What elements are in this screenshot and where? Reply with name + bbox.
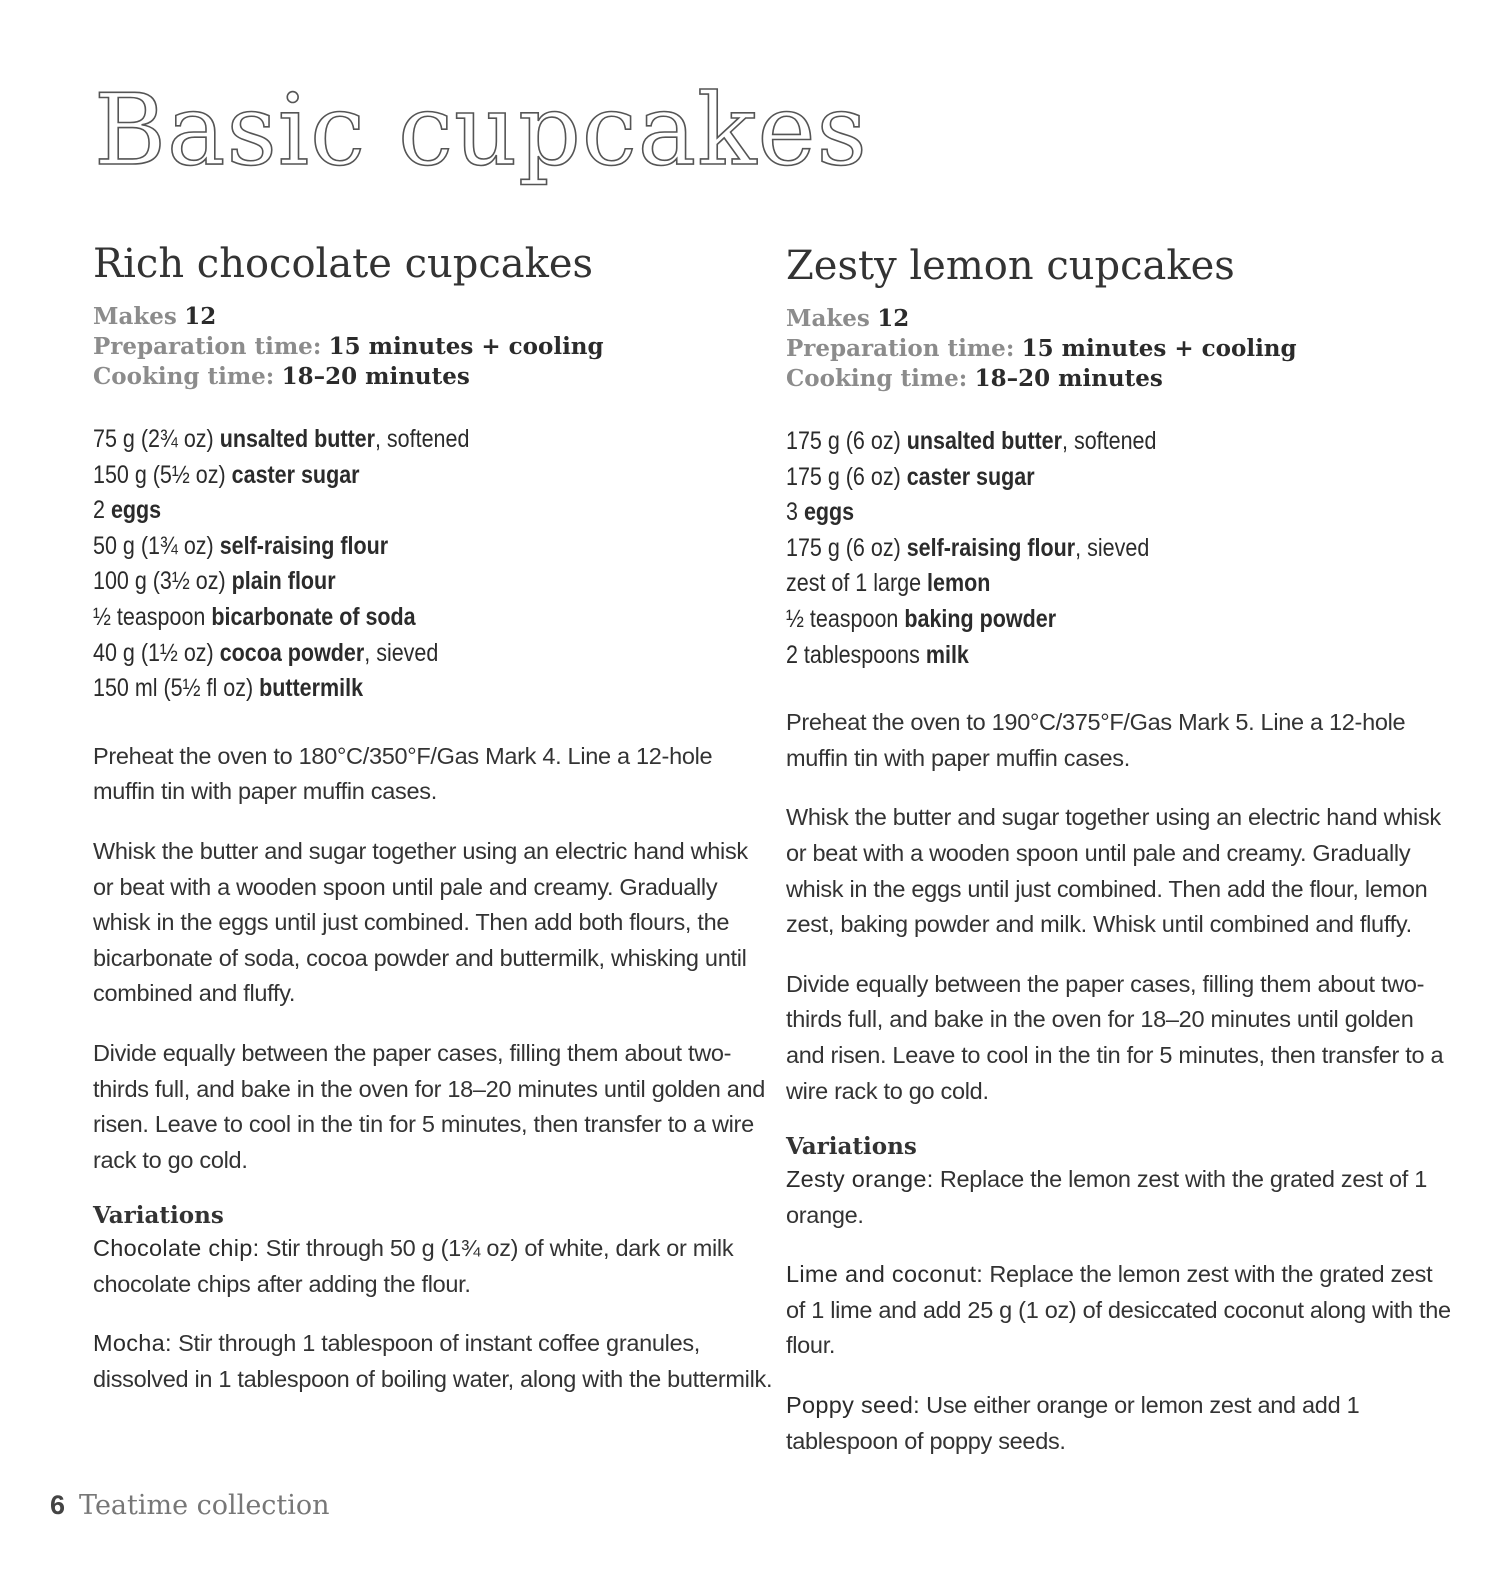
variation-text: Replace the lemon zest with the grated zest of 1 orange. [786,1166,1428,1228]
ingredient-qty: 100 g (3½ oz) [93,567,226,596]
ingredient-item: buttermilk [259,674,364,703]
ingredient [93,458,678,494]
variation-name: Zesty orange: [786,1166,934,1193]
ingredient-qty: 2 tablespoons [786,640,920,669]
page-footer [50,1492,330,1519]
cook-line [93,362,773,392]
variation [93,1326,773,1397]
ingredient-list [93,422,773,707]
recipe-meta [93,302,773,392]
cook-label: Cooking time: [93,363,275,390]
ingredient-item: plain flour [231,567,336,596]
ingredient [93,422,678,458]
ingredient-item: cocoa powder [219,638,365,667]
cook-label: Cooking time: [786,365,968,392]
method-step: Preheat the oven to 190°C/375°F/Gas Mark 5. Line a 12-hole muffin tin with paper muffin cases. [786,709,1406,771]
variation-text: Replace the lemon zest with the grated zest of 1 lime and add 25 g (1 oz) of desiccated coconut along with the flour. [786,1261,1451,1359]
variation-name: Lime and coconut: [786,1261,984,1288]
ingredient-item: bicarbonate of soda [211,602,416,631]
variation [93,1231,773,1302]
makes-label: Makes [93,303,177,330]
ingredient-qty: 2 [93,496,105,525]
variation-name: Chocolate chip: [93,1235,260,1262]
method-step: Divide equally between the paper cases, filling them about two-thirds full, and bake in the oven for 18–20 minutes until golden and risen. Leave to cool in the tin for 5 minutes, then transfer to a wire rack to go cold. [93,1039,766,1173]
method-step: Preheat the oven to 180°C/350°F/Gas Mark 4. Line a 12-hole muffin tin with paper muffin cases. [93,742,713,805]
method-step: Whisk the butter and sugar together using an electric hand whisk or beat with a wooden spoon until pale and creamy. Gradually whisk in the eggs until just combined. Then add the flour, lemon zest, baking powder and milk. Whisk until combined and fluffy. [786,804,1441,938]
ingredient [93,493,678,529]
ingredient [786,424,1362,460]
prep-line [93,332,773,362]
prep-label: Preparation time: [786,335,1015,362]
variations-heading: Variations [786,1133,917,1161]
ingredient [93,564,678,600]
method-step: Divide equally between the paper cases, filling them about two-thirds full, and bake in the oven for 18–20 minutes until golden and risen. Leave to cool in the tin for 5 minutes, then transfer to a wire rack to go cold. [786,970,1444,1104]
variation-name: Mocha: [93,1330,172,1357]
variation-text: Stir through 50 g (1¾ oz) of white, dark or milk chocolate chips after adding the flour. [93,1235,734,1297]
variation-text: Use either orange or lemon zest and add 1 tablespoon of poppy seeds. [786,1392,1360,1454]
ingredient-item: milk [925,640,969,669]
prep-label: Preparation time: [93,333,322,360]
ingredient-qty: 75 g (2¾ oz) [93,425,214,453]
ingredient-note: , sieved [364,638,439,667]
ingredient-qty: 3 [786,498,798,527]
ingredient-note: , softened [1062,427,1157,455]
makes-line [786,304,1456,334]
variation [786,1257,1456,1364]
ingredient [786,460,1362,496]
ingredient-qty: 175 g (6 oz) [786,427,901,455]
variations-heading: Variations [93,1202,224,1230]
ingredient-note: , sieved [1075,533,1150,562]
ingredient-qty: ½ teaspoon [93,602,206,631]
ingredient [786,566,1362,602]
ingredient [93,671,678,707]
recipe-title: Zesty lemon cupcakes [786,243,1235,289]
ingredient-qty: zest of 1 large [786,569,922,598]
variation-name: Poppy seed: [786,1392,920,1419]
ingredient-qty: 175 g (6 oz) [786,533,901,562]
ingredient [93,600,678,636]
ingredient-item: self-raising flour [906,533,1076,562]
ingredient-note: , softened [374,425,470,453]
cook-value: 18–20 minutes [974,365,1163,392]
page-title: Basic cupcakes [94,74,868,188]
method-step: Whisk the butter and sugar together using an electric hand whisk or beat with a wooden spoon until pale and creamy. Gradually whisk in the eggs until just combined. Then add both flours, the bicarbonate of soda, cocoa powder and buttermilk, whisking until combined and fluffy. [93,837,748,1007]
ingredient-item: self-raising flour [219,531,389,560]
ingredient-item: unsalted butter [906,427,1063,455]
ingredient-qty: 150 ml (5½ fl oz) [93,674,254,703]
prep-value: 15 minutes + cooling [328,333,604,360]
makes-value: 12 [184,303,217,330]
ingredient [786,638,1362,674]
ingredient [786,531,1362,567]
recipe-lemon [786,242,1456,1483]
makes-line [93,302,773,332]
prep-line [786,334,1456,364]
ingredient [93,529,678,565]
prep-value: 15 minutes + cooling [1021,335,1297,362]
ingredient-item: caster sugar [231,460,360,489]
variation [786,1388,1456,1459]
ingredient-item: lemon [927,569,991,598]
ingredient-item: caster sugar [906,462,1035,491]
ingredient-item: eggs [803,498,855,527]
ingredient-item: unsalted butter [219,425,375,453]
ingredient-qty: 40 g (1½ oz) [93,638,214,667]
ingredient [786,495,1362,531]
ingredient-qty: 50 g (1¾ oz) [93,531,214,560]
ingredient-list [786,424,1456,673]
recipe-title: Rich chocolate cupcakes [93,241,594,287]
ingredient-item: eggs [110,496,162,525]
cook-line [786,364,1456,394]
ingredient-qty: ½ teaspoon [786,604,899,633]
cook-value: 18–20 minutes [281,363,470,390]
makes-label: Makes [786,305,870,332]
ingredient [786,602,1362,638]
variation [786,1162,1456,1233]
collection-name: Teatime collection [79,1490,330,1521]
makes-value: 12 [877,305,910,332]
recipe-meta [786,304,1456,394]
recipe-chocolate [93,240,773,1422]
ingredient-qty: 175 g (6 oz) [786,462,901,491]
variation-text: Stir through 1 tablespoon of instant coffee granules, dissolved in 1 tablespoon of boiling water, along with the buttermilk. [93,1330,773,1393]
page-number: 6 [50,1490,66,1520]
ingredient-qty: 150 g (5½ oz) [93,460,226,489]
ingredient [93,636,678,672]
ingredient-item: baking powder [904,604,1057,633]
